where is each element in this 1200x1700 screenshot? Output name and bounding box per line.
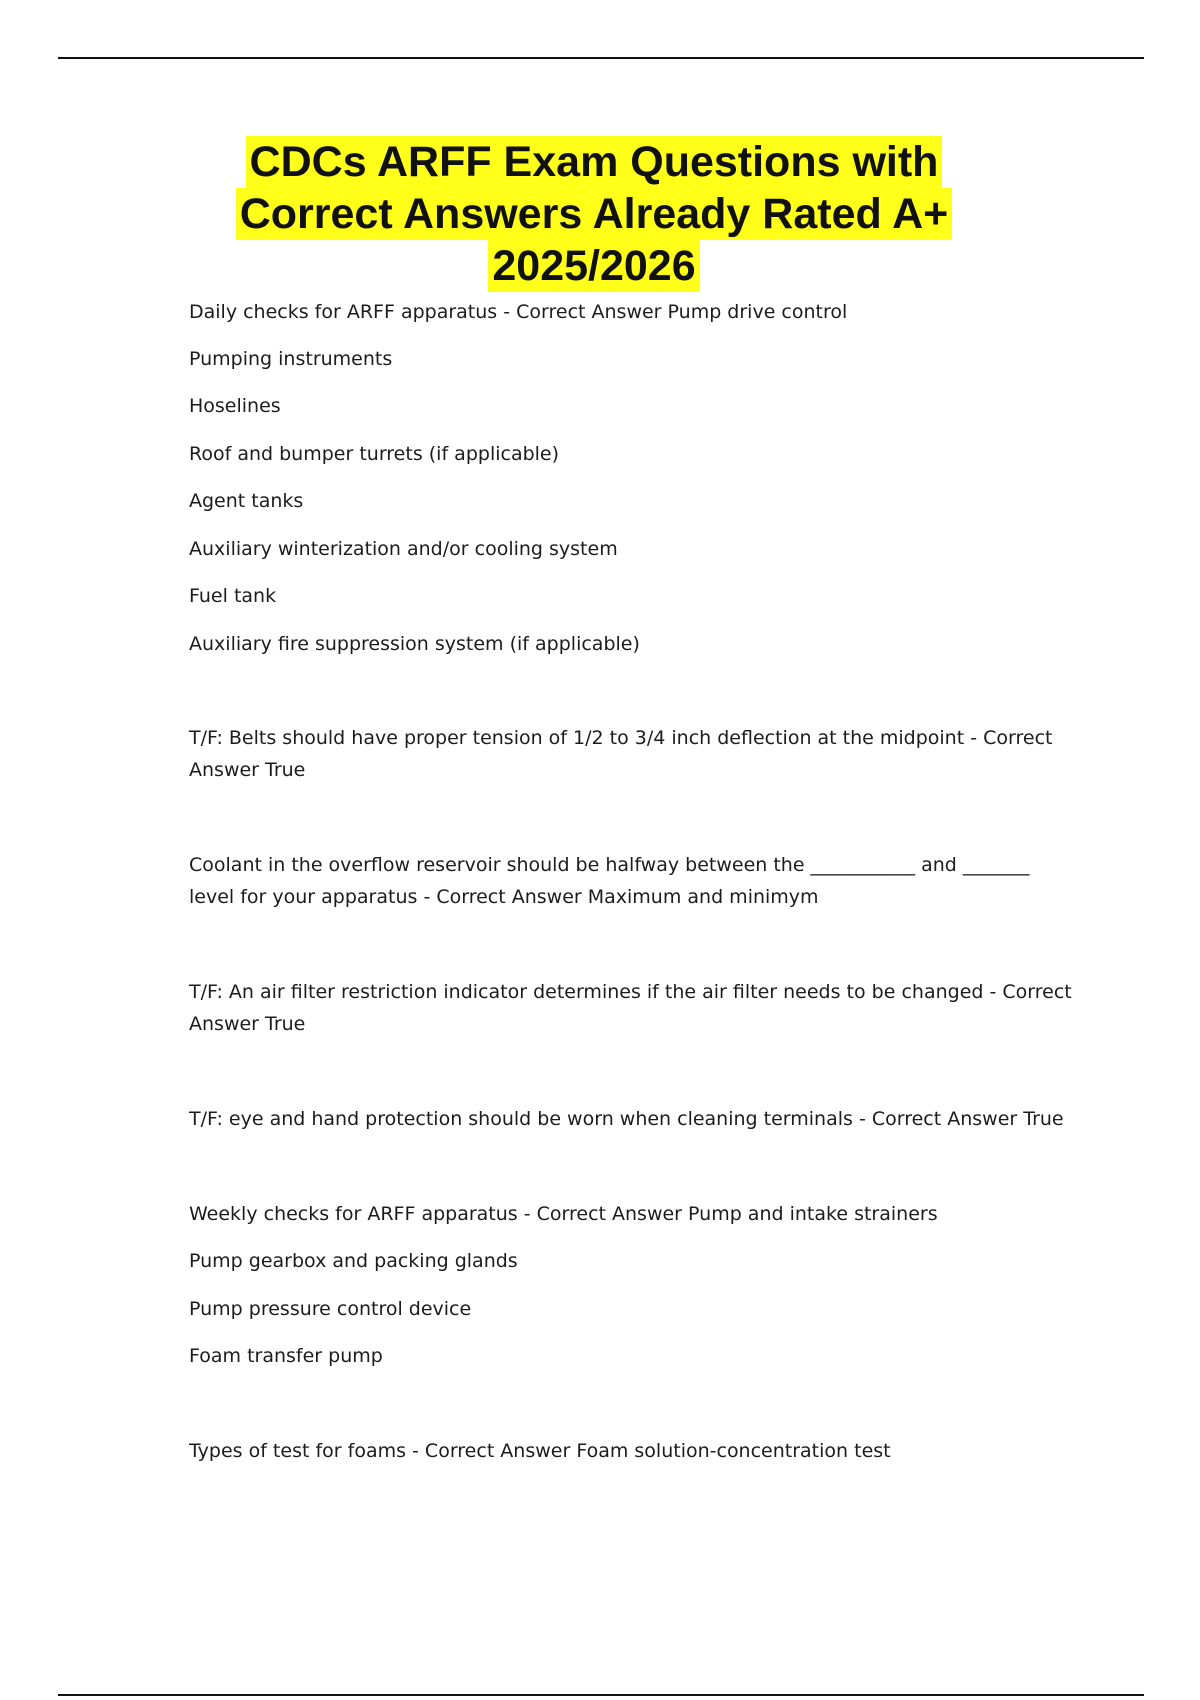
belts-question-line-1: T/F: Belts should have proper tension of 1/2 to 3/4 inch deflection at the midpoint - Correct (189, 727, 1053, 749)
title-line-1: CDCs ARFF Exam Questions with (246, 136, 943, 188)
weekly-item: Pump gearbox and packing glands (189, 1250, 518, 1272)
daily-item: Roof and bumper turrets (if applicable) (189, 443, 560, 465)
daily-item: Hoselines (189, 395, 281, 417)
daily-item: Auxiliary fire suppression system (if applicable) (189, 633, 640, 655)
air-filter-question-line-1: T/F: An air filter restriction indicator determines if the air filter needs to be changed - Correct (189, 981, 1072, 1003)
daily-item: Auxiliary winterization and/or cooling system (189, 538, 618, 560)
belts-question-line-2: Answer True (189, 759, 306, 781)
daily-item: Agent tanks (189, 490, 304, 512)
daily-item: Pumping instruments (189, 348, 393, 370)
daily-item: Fuel tank (189, 585, 277, 607)
coolant-question-line-1: Coolant in the overflow reservoir should be halfway between the ___________ and _______ (189, 854, 1030, 876)
weekly-checks-question: Weekly checks for ARFF apparatus - Correct Answer Pump and intake strainers (189, 1203, 938, 1225)
title-line-2: Correct Answers Already Rated A+ (236, 188, 953, 240)
daily-checks-question: Daily checks for ARFF apparatus - Correct Answer Pump drive control (189, 301, 848, 323)
foam-tests-question: Types of test for foams - Correct Answer Foam solution-concentration test (189, 1440, 891, 1462)
coolant-question-line-2: level for your apparatus - Correct Answer Maximum and minimym (189, 886, 819, 908)
weekly-item: Pump pressure control device (189, 1298, 472, 1320)
title-line-3: 2025/2026 (488, 240, 699, 292)
air-filter-question-line-2: Answer True (189, 1013, 306, 1035)
weekly-item: Foam transfer pump (189, 1345, 383, 1367)
top-divider (58, 57, 1144, 59)
protection-question: T/F: eye and hand protection should be worn when cleaning terminals - Correct Answer True (189, 1108, 1064, 1130)
document-title (0, 136, 1188, 292)
bottom-divider (58, 1694, 1144, 1696)
